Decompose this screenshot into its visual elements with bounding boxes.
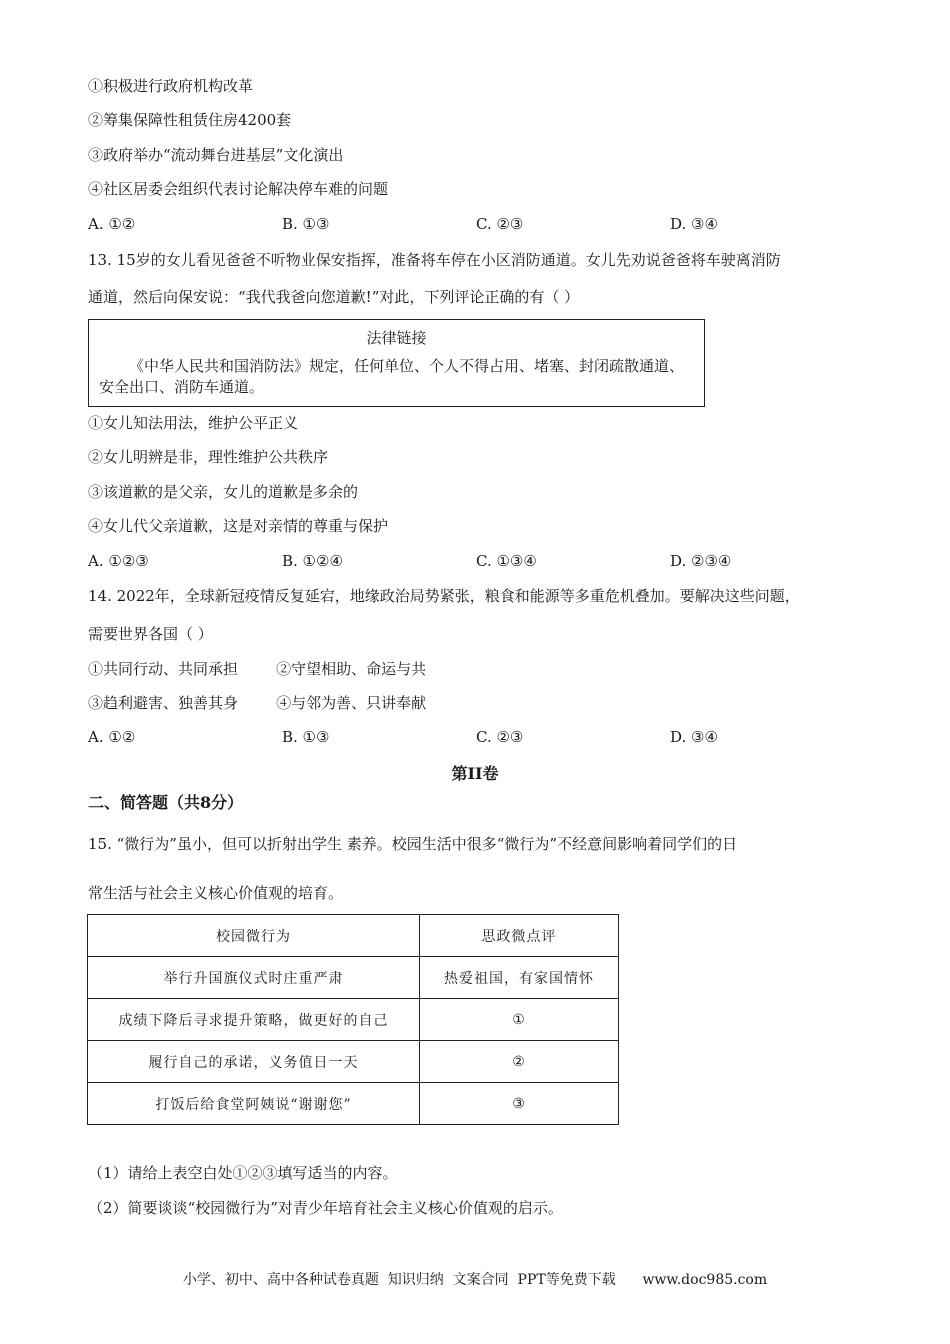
q14-option-b[interactable]: B. ①③ <box>282 728 330 746</box>
q15-stem-line2: 常生活与社会主义核心价值观的培育。 <box>88 884 344 902</box>
table-cell-blank[interactable]: ② <box>420 1041 619 1083</box>
q14-option-c[interactable]: C. ②③ <box>476 728 524 746</box>
table-header-row <box>88 915 619 957</box>
q12-option-b[interactable]: B. ①③ <box>282 215 330 233</box>
q14-stem-line1: 14. 2022年，全球新冠疫情反复延宕，地缘政治局势紧张，粮食和能源等多重危机叠加。要解决这些问题， <box>88 587 800 605</box>
table-cell-blank[interactable]: ① <box>420 999 619 1041</box>
q14-stem-line2: 需要世界各国（ ） <box>88 625 213 643</box>
micro-behavior-table <box>87 914 619 1125</box>
table-cell: 热爱祖国，有家国情怀 <box>420 957 619 999</box>
table-header: 思政微点评 <box>420 915 619 957</box>
q12-item-2: ②筹集保障性租赁住房4200套 <box>88 111 292 129</box>
table-cell: 成绩下降后寻求提升策略，做更好的自己 <box>88 999 420 1041</box>
law-link-text: 《中华人民共和国消防法》规定，任何单位、个人不得占用、堵塞、封闭疏散通道、安全出口、消防车通道。 <box>99 357 685 396</box>
q15-sub-question-2: （2）简要谈谈“校园微行为”对青少年培育社会主义核心价值观的启示。 <box>88 1199 563 1217</box>
q14-items-row1: ①共同行动、共同承担 ②守望相助、命运与共 <box>88 660 427 678</box>
table-row <box>88 1041 619 1083</box>
section-title: 第II卷 <box>451 764 499 783</box>
q13-stem-line2: 通道，然后向保安说：“我代我爸向您道歉!”对此，下列评论正确的有（ ） <box>88 288 580 306</box>
table-row <box>88 1083 619 1125</box>
q13-item-3: ③该道歉的是父亲，女儿的道歉是多余的 <box>88 483 359 501</box>
q14-items-row2: ③趋利避害、独善其身 ④与邻为善、只讲奉献 <box>88 694 427 712</box>
table-header: 校园微行为 <box>88 915 420 957</box>
q12-item-3: ③政府举办“流动舞台进基层”文化演出 <box>88 146 344 164</box>
q12-option-c[interactable]: C. ②③ <box>476 215 524 233</box>
q12-option-d[interactable]: D. ③④ <box>670 215 718 233</box>
q13-options <box>88 551 848 571</box>
q13-option-d[interactable]: D. ②③④ <box>670 552 732 570</box>
law-link-title: 法律链接 <box>366 329 427 347</box>
section-heading: 二、简答题（共8分） <box>88 793 244 812</box>
q12-item-1: ①积极进行政府机构改革 <box>88 77 254 95</box>
q12-option-a[interactable]: A. ①② <box>88 215 136 233</box>
q13-item-2: ②女儿明辨是非，理性维护公共秩序 <box>88 448 329 466</box>
table-row <box>88 957 619 999</box>
page-footer: 小学、初中、高中各种试卷真题 知识归纳 文案合同 PPT等免费下载 www.doc985.com <box>182 1272 768 1288</box>
table-cell-blank[interactable]: ③ <box>420 1083 619 1125</box>
q13-item-4: ④女儿代父亲道歉，这是对亲情的尊重与保护 <box>88 517 389 535</box>
table-cell: 履行自己的承诺，义务值日一天 <box>88 1041 420 1083</box>
table-row <box>88 999 619 1041</box>
q13-option-a[interactable]: A. ①②③ <box>88 552 149 570</box>
q13-item-1: ①女儿知法用法，维护公平正义 <box>88 414 299 432</box>
table-cell: 举行升国旗仪式时庄重严肃 <box>88 957 420 999</box>
q14-options <box>88 727 848 747</box>
law-link-box <box>88 319 705 407</box>
q14-option-a[interactable]: A. ①② <box>88 728 136 746</box>
q14-option-d[interactable]: D. ③④ <box>670 728 718 746</box>
q13-option-b[interactable]: B. ①②④ <box>282 552 343 570</box>
q15-stem-line1: 15. “微行为”虽小，但可以折射出学生 素养。校园生活中很多“微行为”不经意间影响着同学们的日 <box>88 835 738 853</box>
q12-options <box>88 214 848 234</box>
q13-option-c[interactable]: C. ①③④ <box>476 552 537 570</box>
q12-item-4: ④社区居委会组织代表讨论解决停车难的问题 <box>88 180 389 198</box>
q15-sub-question-1: （1）请给上表空白处①②③填写适当的内容。 <box>88 1164 398 1182</box>
table-cell: 打饭后给食堂阿姨说“谢谢您” <box>88 1083 420 1125</box>
q13-stem-line1: 13. 15岁的女儿看见爸爸不听物业保安指挥，准备将车停在小区消防通道。女儿先劝说爸爸将车驶离消防 <box>88 251 781 269</box>
